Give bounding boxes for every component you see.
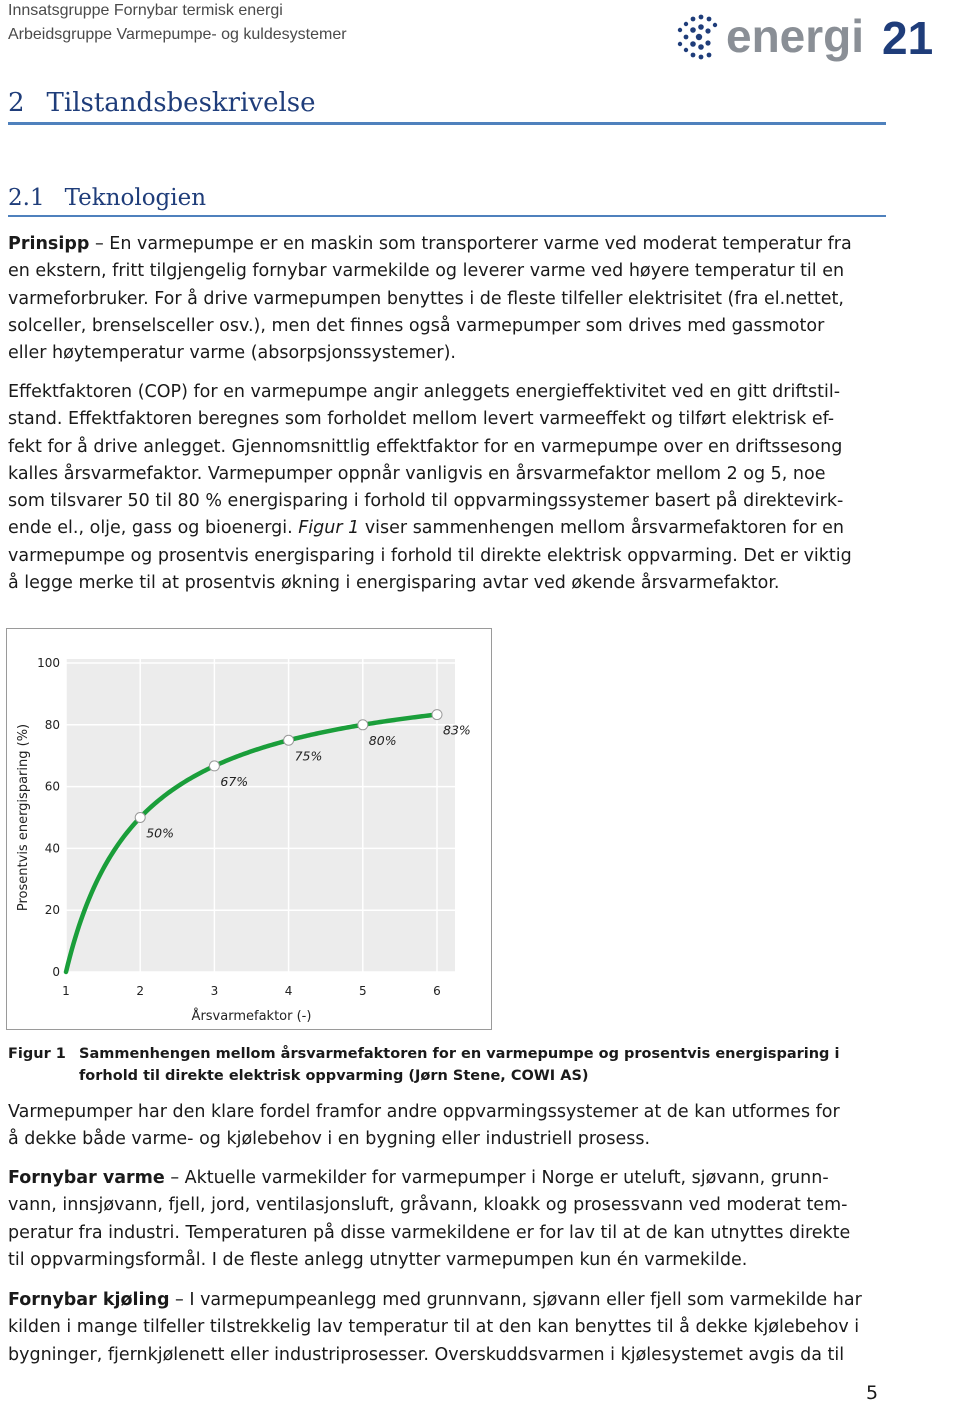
- section-number: 2: [8, 88, 25, 118]
- y-tick-label: 80: [44, 717, 60, 732]
- text-line: – Aktuelle varmekilder for varmepumper i Norge er uteluft, sjøvann, grunn-: [164, 1168, 829, 1188]
- lead-fornybar-kjoling: Fornybar kjøling: [8, 1290, 170, 1310]
- y-tick-label: 100: [37, 656, 60, 670]
- data-point: [358, 720, 368, 730]
- figure-caption-text: Sammenhengen mellom årsvarmefaktoren for en varmepumpe og prosentvis energisparing i forhold til direkte elektrisk oppvarming (Jørn Stene, COWI AS): [79, 1046, 840, 1084]
- text-line: en ekstern, fritt tilgjengelig fornybar varmekilde og leverer varme ved høyere temperatur til en: [8, 261, 845, 282]
- text-line: som tilsvarer 50 til 80 % energisparing i forhold til oppvarmingssystemer basert på direktevirk-: [8, 491, 844, 512]
- section-title: Tilstandsbeskrivelse: [46, 88, 316, 118]
- text-line: vann, innsjøvann, fjell, jord, ventilasjonsluft, gråvann, kloakk og prosessvann ved moderat tem-: [8, 1195, 848, 1216]
- lead-prinsipp: Prinsipp: [8, 234, 90, 254]
- x-tick-label: 6: [433, 984, 441, 998]
- x-tick-label: 3: [210, 984, 219, 998]
- paragraph-fornybar-kjoling: [8, 1287, 888, 1369]
- data-label: 80%: [368, 732, 397, 748]
- logo-dots-icon: [678, 15, 717, 60]
- text-line: stand. Effektfaktoren beregnes som forholdet mellom levert varmeeffekt og tilført elektrisk ef-: [8, 409, 835, 430]
- text-line: til oppvarmingsformål. I de fleste anlegg utnytter varmepumpen kun én varmekilde.: [8, 1249, 748, 1270]
- y-tick-label: 0: [52, 965, 60, 979]
- section-heading: [8, 88, 316, 118]
- x-tick-label: 2: [136, 984, 145, 998]
- text-line: peratur fra industri. Temperaturen på disse varmekildene er for lav til at de kan utnyttes direkte: [8, 1222, 851, 1243]
- text-line: Varmepumper har den klare fordel framfor andre oppvarmingssystemer at de kan utformes for: [8, 1102, 840, 1122]
- y-tick-label: 20: [44, 903, 60, 918]
- data-point: [209, 761, 219, 771]
- paragraph-fordel: [8, 1099, 888, 1154]
- chart-svg: [7, 629, 491, 1029]
- header-line-2: Arbeidsgruppe Varmepumpe- og kuldesystemer: [8, 26, 347, 43]
- header-line-1: Innsatsgruppe Fornybar termisk energi: [8, 2, 283, 19]
- text-line: varmepumpe og prosentvis energisparing i forhold til direkte elektrisk oppvarming. Det er viktig: [8, 545, 852, 566]
- text-line: varmeforbruker. For å drive varmepumpen benyttes i de fleste tilfeller elektrisitet (fra el.nettet,: [8, 288, 844, 309]
- figure-caption-number: Figur 1: [8, 1046, 66, 1062]
- text-line: å legge merke til at prosentvis økning i energisparing avtar ved økende årsvarmefaktor.: [8, 573, 780, 594]
- text-line: – En varmepumpe er en maskin som transporterer varme ved moderat temperatur fra: [89, 234, 852, 254]
- data-point: [135, 813, 145, 823]
- paragraph-prinsipp: [8, 231, 888, 367]
- text-line: viser sammenhengen mellom årsvarmefaktoren for en: [359, 518, 844, 539]
- figure-chart: [6, 628, 492, 1030]
- x-tick-label: 1: [62, 984, 70, 998]
- paragraph-effektfaktor: [8, 379, 888, 597]
- text-line: bygninger, fjernkjølenett eller industriprosesser. Overskuddsvarmen i kjølesystemet avgis da til: [8, 1344, 845, 1365]
- text-line: ende el., olje, gass og bioenergi.: [8, 518, 299, 539]
- data-label: 83%: [443, 722, 471, 738]
- lead-fornybar-varme: Fornybar varme: [8, 1168, 165, 1188]
- logo-number: 21: [882, 12, 934, 64]
- x-axis-label: Årsvarmefaktor (-): [191, 1009, 312, 1024]
- data-label: 50%: [146, 825, 174, 841]
- energi21-logo: [672, 8, 952, 66]
- text-line: kilden i mange tilfeller tilstrekkelig lav temperatur til at den kan benyttes til å dekke kjølebehov i: [8, 1317, 860, 1338]
- logo-wordmark: energi: [726, 10, 865, 62]
- data-label: 75%: [294, 748, 323, 764]
- text-line: Effektfaktoren (COP) for en varmepumpe angir anleggets energieffektivitet ved en gitt driftstil-: [8, 382, 841, 402]
- y-axis-label: Prosentvis energisparing (%): [16, 723, 31, 912]
- subsection-title: Teknologien: [64, 185, 207, 211]
- subsection-rule: [8, 215, 886, 217]
- subsection-heading: [8, 185, 206, 211]
- figure-reference-link[interactable]: Figur 1: [298, 518, 360, 539]
- page-number: 5: [866, 1382, 879, 1404]
- data-point: [432, 710, 442, 720]
- paragraph-fornybar-varme: [8, 1165, 888, 1274]
- data-label: 67%: [220, 773, 249, 789]
- plot-area: [66, 659, 455, 972]
- text-line: fekt for å drive anlegget. Gjennomsnittlig effektfaktor for en varmepumpe over en driftssesong: [8, 436, 843, 457]
- data-point: [284, 735, 294, 745]
- y-tick-label: 40: [44, 841, 60, 856]
- text-line: eller høytemperatur varme (absorpsjonssystemer).: [8, 343, 456, 364]
- text-line: kalles årsvarmefaktor. Varmepumper oppnår vanligvis en årsvarmefaktor mellom 2 og 5, noe: [8, 463, 826, 484]
- text-line: solceller, brenselsceller osv.), men det finnes også varmepumper som drives med gassmotor: [8, 315, 825, 336]
- y-tick-label: 60: [44, 779, 60, 794]
- section-rule: [8, 122, 886, 125]
- x-tick-label: 4: [284, 984, 293, 998]
- subsection-number: 2.1: [8, 185, 45, 211]
- text-line: å dekke både varme- og kjølebehov i en bygning eller industriell prosess.: [8, 1129, 651, 1150]
- x-tick-label: 5: [358, 984, 367, 998]
- text-line: – I varmepumpeanlegg med grunnvann, sjøvann eller fjell som varmekilde har: [169, 1290, 862, 1310]
